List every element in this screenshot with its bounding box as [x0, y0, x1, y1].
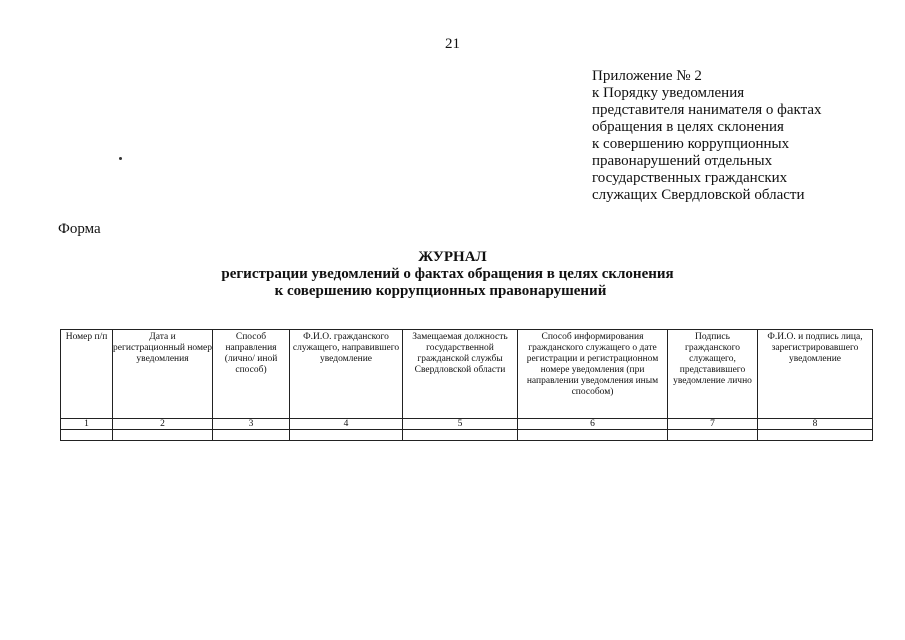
column-number: 7: [668, 419, 758, 430]
header-number: Номер п/п: [61, 330, 113, 419]
table-cell: [518, 430, 668, 441]
scan-speck: [119, 157, 122, 160]
table-cell: [758, 430, 873, 441]
column-number-row: [61, 419, 873, 430]
appendix-block: [592, 68, 872, 204]
appendix-line: Приложение № 2: [592, 68, 702, 84]
header-position: Замещаемая должность государственной гражданской службы Свердловской области: [403, 330, 518, 419]
column-number: 3: [213, 419, 290, 430]
column-number: 8: [758, 419, 873, 430]
page-number: 21: [445, 36, 460, 52]
column-number: 5: [403, 419, 518, 430]
journal-table: [60, 329, 873, 441]
appendix-line: представителя нанимателя о фактах: [592, 102, 822, 118]
column-number: 2: [113, 419, 213, 430]
appendix-line: к совершению коррупционных: [592, 136, 790, 152]
column-number: 1: [61, 419, 113, 430]
appendix-line: правонарушений отдельных: [592, 153, 773, 169]
journal-title: [0, 249, 905, 300]
table-cell: [668, 430, 758, 441]
header-registrar: Ф.И.О. и подпись лица, зарегистрировавшего уведомление: [758, 330, 873, 419]
table-cell: [290, 430, 403, 441]
form-label: Форма: [58, 221, 101, 237]
table-cell: [61, 430, 113, 441]
column-number: 4: [290, 419, 403, 430]
appendix-line: государственных гражданских: [592, 170, 788, 186]
table-cell: [213, 430, 290, 441]
table-cell: [403, 430, 518, 441]
table-cell: [113, 430, 213, 441]
title-line-3: к совершению коррупционных правонарушений: [274, 283, 607, 299]
header-employee-name: Ф.И.О. гражданского служащего, направившего уведомление: [290, 330, 403, 419]
appendix-line: служащих Свердловской области: [592, 187, 805, 203]
header-notification-method: Способ информирования гражданского служащего о дате регистрации и регистрационном номере уведомления (при направлении уведомления иным способом): [518, 330, 668, 419]
appendix-line: к Порядку уведомления: [592, 85, 745, 101]
header-delivery-method: Способ направления (лично/ иной способ): [213, 330, 290, 419]
appendix-line: обращения в целях склонения: [592, 119, 784, 135]
title-line-1: ЖУРНАЛ: [418, 249, 487, 265]
column-number: 6: [518, 419, 668, 430]
table-row: [61, 430, 873, 441]
title-line-2: регистрации уведомлений о фактах обращения в целях склонения: [221, 266, 674, 282]
table-header-row: [61, 330, 873, 419]
header-employee-signature: Подпись гражданского служащего, представившего уведомление лично: [668, 330, 758, 419]
header-date-reg-number: Дата и регистрационный номер уведомления: [113, 330, 213, 419]
